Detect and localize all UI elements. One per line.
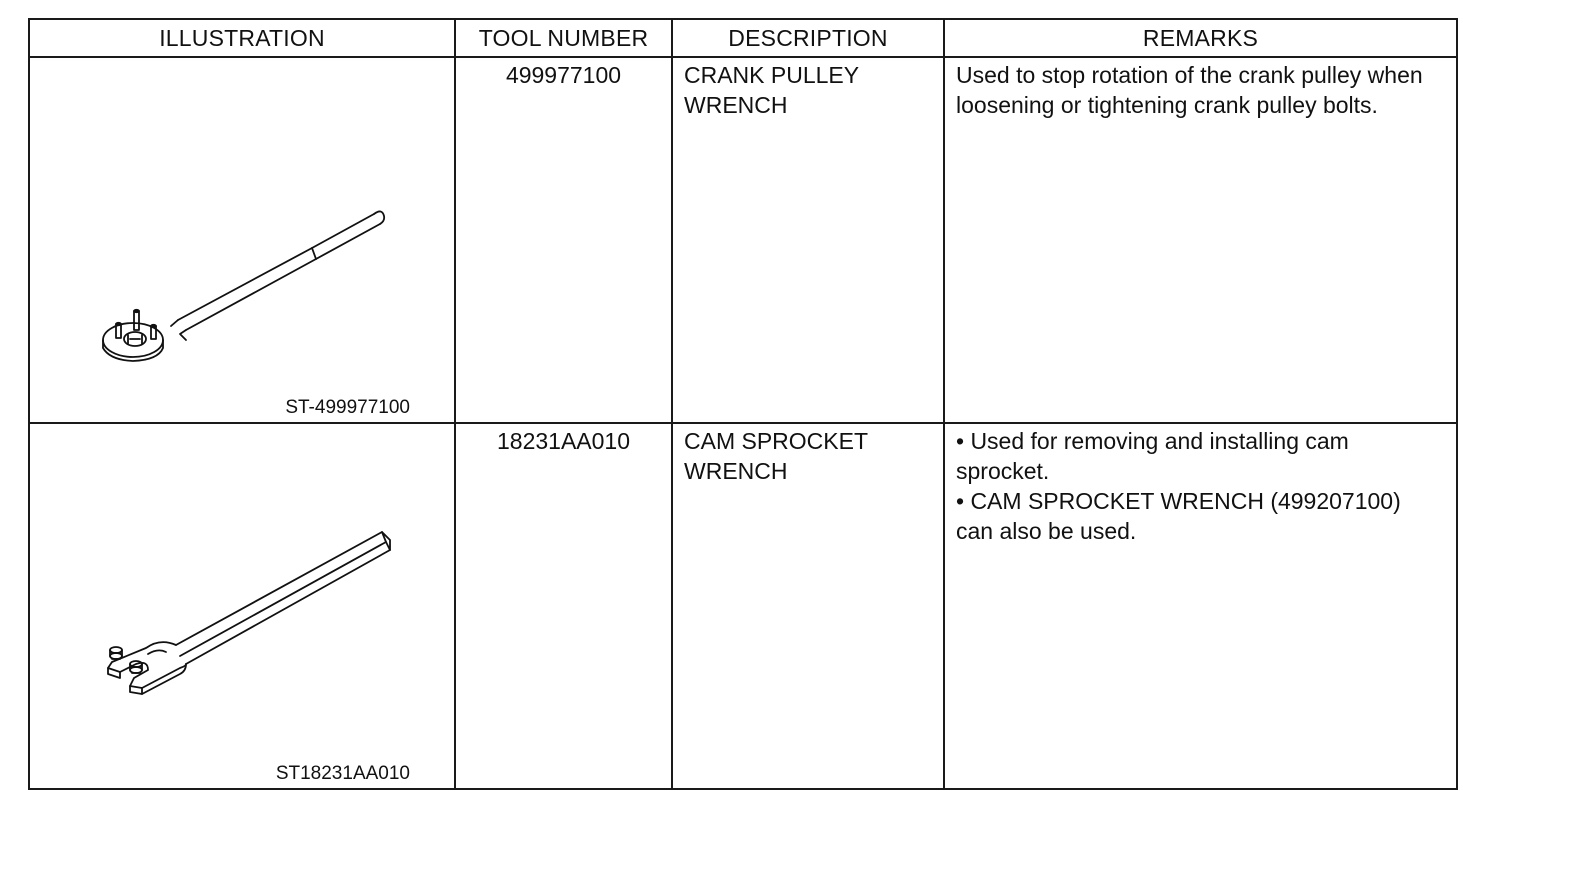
description <box>672 57 944 423</box>
remarks <box>944 423 1457 789</box>
cam-sprocket-wrench-icon <box>30 424 456 786</box>
table-row <box>29 423 1457 789</box>
header-description: DESCRIPTION <box>672 19 944 57</box>
header-row <box>29 19 1457 57</box>
description-line: WRENCH <box>684 92 788 118</box>
remark-text: Used to stop rotation of the crank pulley when loosening or tightening crank pulley bolts. <box>956 62 1423 118</box>
remark-bullet: • Used for removing and installing cam sprocket. <box>956 428 1349 484</box>
crank-pulley-wrench-icon <box>30 58 456 420</box>
remarks <box>944 57 1457 423</box>
illustration-code: ST-499977100 <box>285 397 410 418</box>
table-row <box>29 57 1457 423</box>
description-line: CRANK PULLEY <box>684 62 860 88</box>
header-tool-number: TOOL NUMBER <box>455 19 672 57</box>
description <box>672 423 944 789</box>
illustration-code: ST18231AA010 <box>275 763 410 784</box>
header-remarks: REMARKS <box>944 19 1457 57</box>
description-line: CAM SPROCKET <box>684 428 869 454</box>
tool-number: 499977100 <box>455 57 672 423</box>
header-illustration: ILLUSTRATION <box>29 19 455 57</box>
illustration-cell <box>29 57 455 423</box>
remark-bullet: • CAM SPROCKET WRENCH (499207100) can also be used. <box>956 488 1401 544</box>
tool-number: 18231AA010 <box>455 423 672 789</box>
description-line: WRENCH <box>684 458 788 484</box>
illustration-cell <box>29 423 455 789</box>
special-tools-table <box>28 18 1458 790</box>
